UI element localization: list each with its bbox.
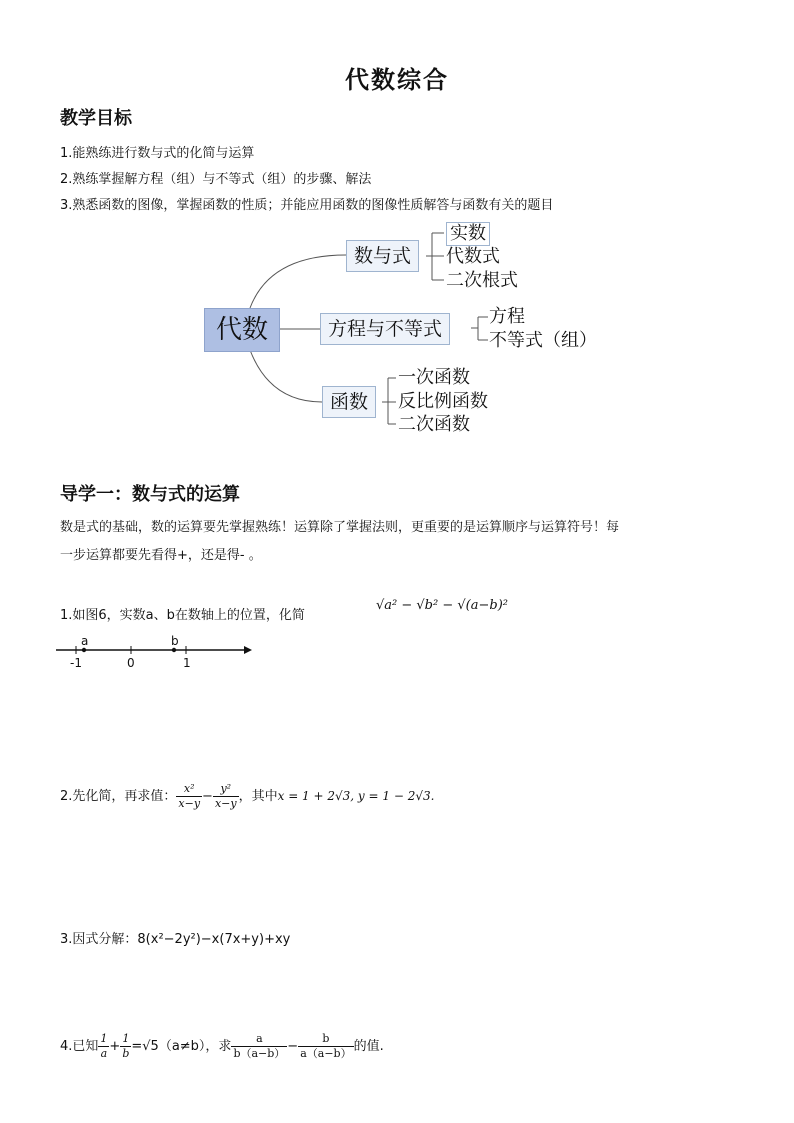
section-heading-goals: 教学目标 <box>60 108 132 129</box>
mindmap-connectors <box>0 0 794 460</box>
number-line-label-a: a <box>81 634 89 648</box>
question-2-fraction-1: $\frac{\text{x²}}{x-y}$ <box>178 782 201 810</box>
question-4: 4.已知 $\frac{1}{a}$ + $\frac{1}{b}$ =√5（a≠b），求 $\frac{a}{b(a-b)}$ − $\frac{b}{a(a-b)}$ 的值. <box>60 1032 384 1060</box>
question-2-prefix: 2.先化简，再求值： <box>60 789 177 804</box>
number-line-tick-0: 0 <box>127 656 135 670</box>
mindmap-leaf-1-2: 代数式 <box>446 246 500 267</box>
question-2: 2.先化简，再求值： $\frac{\text{x²}}{x-y}$ − $\frac{\text{y²}}{x-y}$ ，其中x = 1 + 2√3, y = 1 − 2√3. <box>60 782 435 810</box>
mindmap-branch-3: 函数 <box>322 386 376 418</box>
mindmap-leaf-1-1: 实数 <box>446 222 490 246</box>
mindmap-leaf-3-2: 反比例函数 <box>398 391 488 412</box>
number-line-tick-minus1: -1 <box>70 656 82 670</box>
question-1-text: 1.如图6，实数a、b在数轴上的位置，化简 <box>60 608 305 623</box>
mindmap-leaf-3-1: 一次函数 <box>398 367 470 388</box>
mindmap-branch-1: 数与式 <box>346 240 419 272</box>
mindmap-leaf-1-3: 二次根式 <box>446 270 518 291</box>
mindmap-leaf-2-1: 方程 <box>489 306 525 327</box>
number-line-tick-1: 1 <box>183 656 191 670</box>
number-line-label-b: b <box>171 634 179 648</box>
mindmap-leaf-2-2: 不等式（组） <box>489 330 597 351</box>
guide-intro-line1: 数是式的基础，数的运算要先掌握熟练！运算除了掌握法则，更重要的是运算顺序与运算符号！每 <box>60 520 620 535</box>
guide-intro-line2: 一步运算都要先看得+，还是得- 。 <box>60 548 262 563</box>
mindmap-branch-2: 方程与不等式 <box>320 313 450 345</box>
mindmap-root: 代数 <box>204 308 280 352</box>
question-3-text: 3.因式分解：8(x²−2y²)−x(7x+y)+xy <box>60 932 291 947</box>
goal-item-2: 2.熟练掌握解方程（组）与不等式（组）的步骤、解法 <box>60 172 372 187</box>
question-1-expression: √a² − √b² − √(a−b)² <box>376 598 508 613</box>
page-title: 代数综合 <box>345 65 449 94</box>
goal-item-3: 3.熟悉函数的图像，掌握函数的性质；并能应用函数的图像性质解答与函数有关的题目 <box>60 198 554 213</box>
question-2-suffix: ，其中 <box>238 789 278 804</box>
mindmap-leaf-3-3: 二次函数 <box>398 414 470 435</box>
section-heading-guide: 导学一：数与式的运算 <box>60 484 240 505</box>
question-2-condition: x = 1 + 2√3, y = 1 − 2√3. <box>277 789 435 803</box>
question-2-fraction-2: $\frac{\text{y²}}{x-y}$ <box>214 782 237 810</box>
goal-item-1: 1.能熟练进行数与式的化简与运算 <box>60 146 255 161</box>
